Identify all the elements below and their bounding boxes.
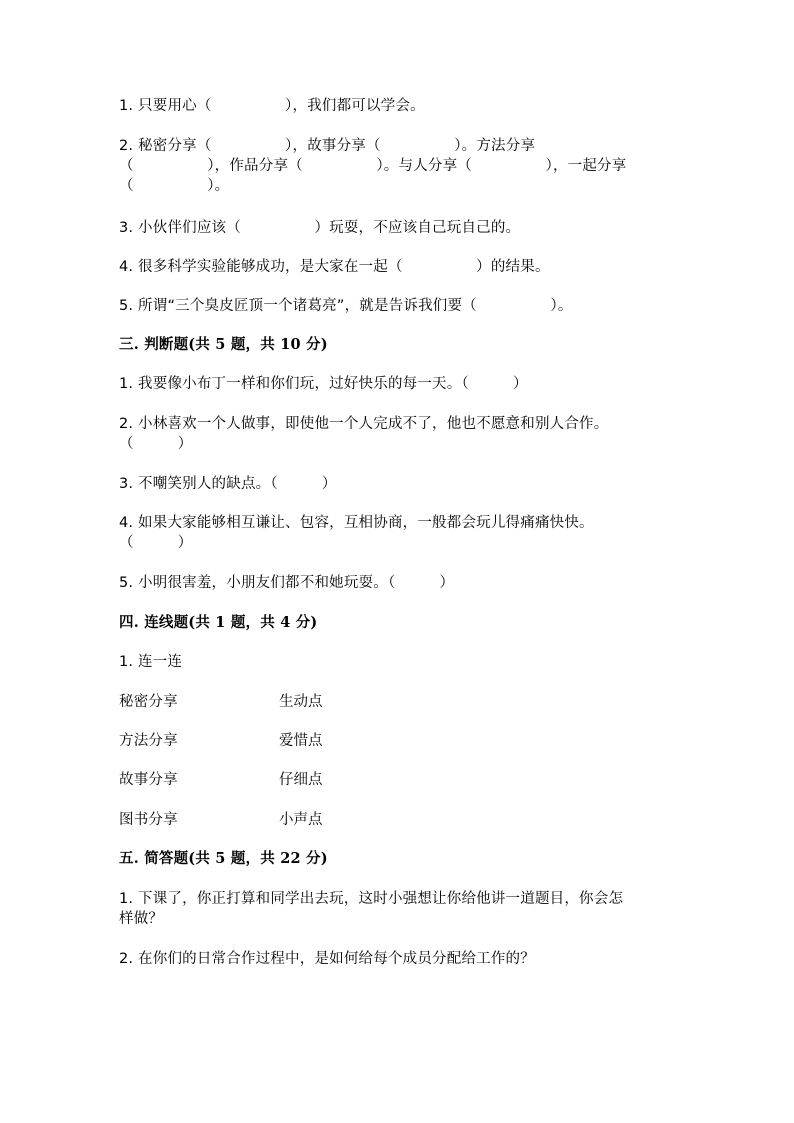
matching-right-item: 仔细点 (279, 772, 323, 788)
judge-q4-line2: （ ） (119, 535, 193, 551)
judge-q3: 3. 不嘲笑别人的缺点。（ ） (119, 476, 337, 492)
matching-right-item: 小声点 (279, 812, 323, 828)
short-answer-q1-line2: 样做？ (119, 911, 164, 927)
judge-q5: 5. 小明很害羞，小朋友们都不和她玩耍。（ ） (119, 575, 455, 591)
fill-blank-q4: 4. 很多科学实验能够成功，是大家在一起（ ）的结果。 (119, 259, 550, 275)
matching-heading: 四. 连线题(共 1 题，共 4 分) (119, 614, 318, 631)
matching-right-item: 生动点 (279, 694, 323, 710)
judge-q2-line1: 2. 小林喜欢一个人做事，即使他一个人完成不了，他也不愿意和别人合作。 (119, 416, 609, 432)
matching-left-item: 图书分享 (119, 812, 178, 828)
short-answer-q2: 2. 在你们的日常合作过程中，是如何给每个成员分配给工作的？ (119, 951, 535, 967)
judge-q2-line2: （ ） (119, 436, 193, 452)
fill-blank-q5: 5. 所谓“三个臭皮匠顶一个诸葛亮”，就是告诉我们要（ ）。 (119, 298, 573, 314)
judge-heading: 三. 判断题(共 5 题，共 10 分) (119, 336, 328, 353)
matching-right-item: 爱惜点 (279, 733, 323, 749)
fill-blank-q2-line1: 2. 秘密分享（ ），故事分享（ ）。方法分享 (119, 138, 536, 154)
fill-blank-q1: 1. 只要用心（ ），我们都可以学会。 (119, 98, 425, 114)
fill-blank-q2-line3: （ ）。 (119, 178, 230, 194)
matching-left-item: 方法分享 (119, 733, 178, 749)
judge-q4-line1: 4. 如果大家能够相互谦让、包容，互相协商，一般都会玩儿得痛痛快快。 (119, 515, 594, 531)
matching-left-item: 秘密分享 (119, 694, 178, 710)
matching-left-item: 故事分享 (119, 772, 178, 788)
fill-blank-q3: 3. 小伙伴们应该（ ）玩耍，不应该自己玩自己的。 (119, 220, 521, 236)
short-answer-heading: 五. 简答题(共 5 题，共 22 分) (119, 850, 328, 867)
judge-q1: 1. 我要像小布丁一样和你们玩，过好快乐的每一天。（ ） (119, 376, 528, 392)
matching-q1: 1. 连一连 (119, 654, 183, 670)
fill-blank-q2-line2: （ ），作品分享（ ）。与人分享（ ），一起分享 (119, 158, 627, 174)
short-answer-q1-line1: 1. 下课了，你正打算和同学出去玩，这时小强想让你给他讲一道题目，你会怎 (119, 891, 624, 907)
